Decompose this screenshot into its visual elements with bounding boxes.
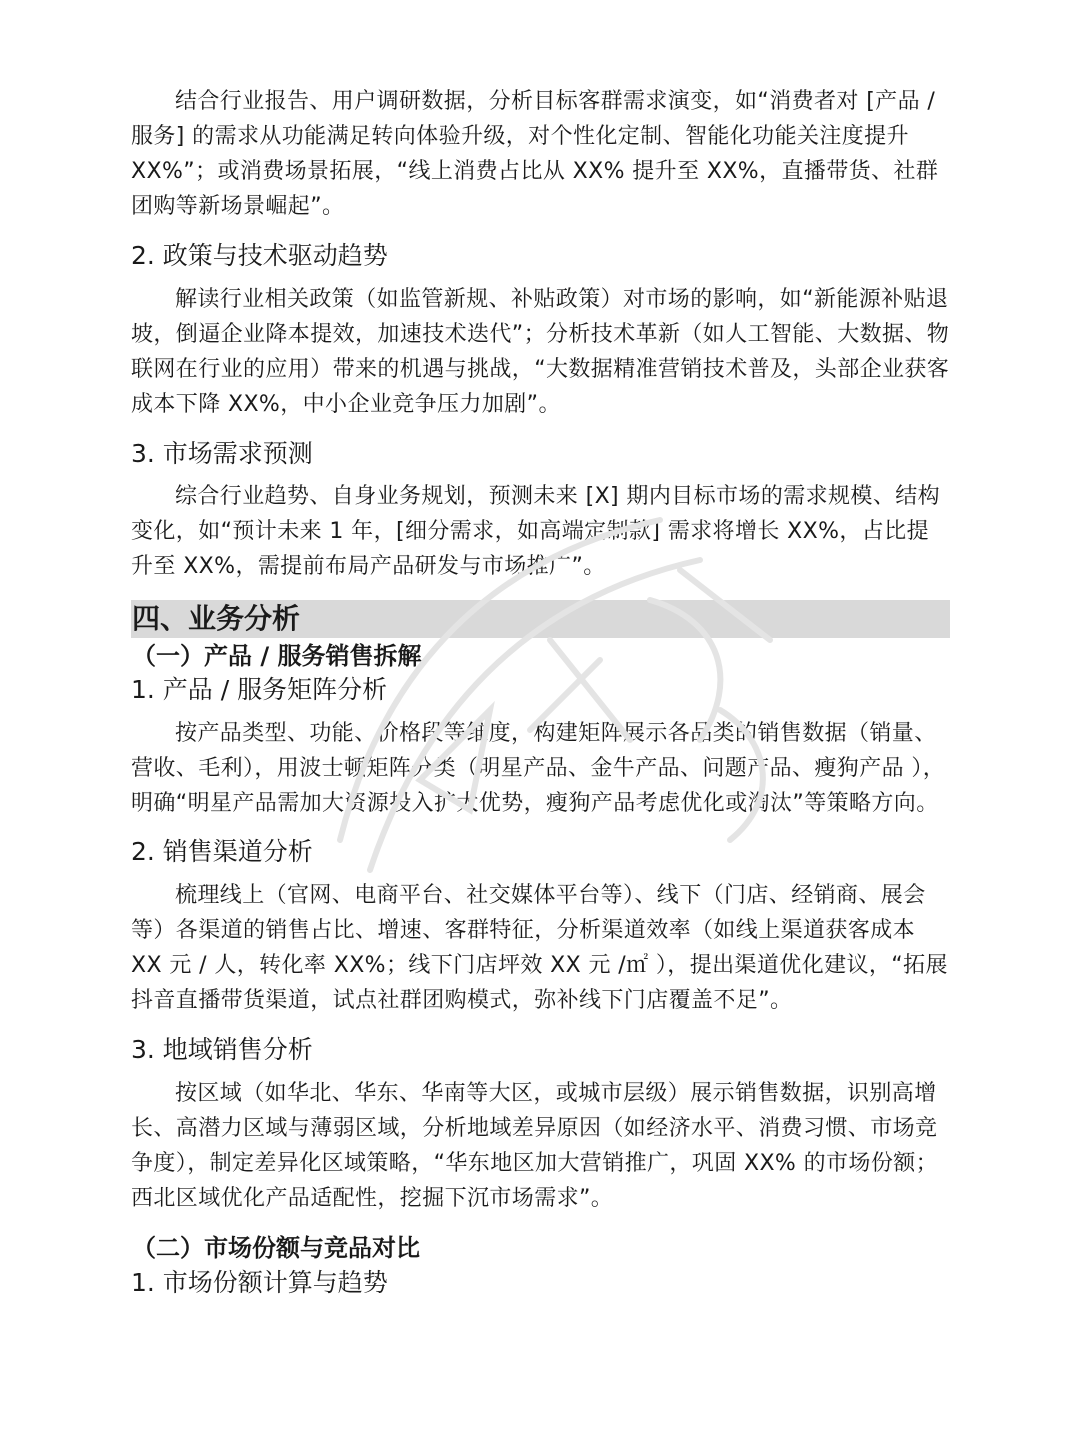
section-heading-business-analysis: 四、业务分析	[132, 602, 301, 635]
heading-regional-sales: 3. 地域销售分析	[131, 1035, 313, 1064]
heading-sales-channels: 2. 销售渠道分析	[131, 837, 313, 866]
paragraph-sales-channels: 梳理线上（官网、电商平台、社交媒体平台等）、线下（门店、经销商、展会等）各渠道的销售占比、增速、客群特征，分析渠道效率（如线上渠道获客成本 XX 元 / 人，转化率 XX%；线下门店坪效 XX 元 /㎡ ），提出渠道优化建议，“拓展抖音直播带货渠道，试点社群团购模式，弥补线下门店覆盖不足”。	[131, 883, 948, 1013]
paragraph-demand-forecast: 综合行业趋势、自身业务规划，预测未来 [X] 期内目标市场的需求规模、结构变化，如“预计未来 1 年，[细分需求，如高端定制款] 需求将增长 XX%，占比提升至 XX%，需提前布局产品研发与市场推广”。	[131, 484, 941, 579]
heading-demand-forecast: 3. 市场需求预测	[131, 439, 313, 468]
heading-product-matrix: 1. 产品 / 服务矩阵分析	[131, 675, 388, 704]
paragraph-regional-sales: 按区域（如华北、华东、华南等大区，或城市层级）展示销售数据，识别高增长、高潜力区域与薄弱区域，分析地域差异原因（如经济水平、消费习惯、市场竞争度），制定差异化区域策略，“华东地区加大营销推广，巩固 XX% 的市场份额；西北区域优化产品适配性，挖掘下沉市场需求”。	[131, 1081, 939, 1211]
subheading-product-sales: （一）产品 / 服务销售拆解	[132, 642, 422, 670]
heading-policy-tech-trends: 2. 政策与技术驱动趋势	[131, 241, 388, 270]
paragraph-demand-evolution: 结合行业报告、用户调研数据，分析目标客群需求演变，如“消费者对 [产品 / 服务] 的需求从功能满足转向体验升级，对个性化定制、智能化功能关注度提升 XX%”；或消费场景拓展，“线上消费占比从 XX% 提升至 XX%，直播带货、社群团购等新场景崛起”。	[131, 89, 939, 219]
paragraph-product-matrix: 按产品类型、功能、价格段等维度，构建矩阵展示各品类的销售数据（销量、营收、毛利），用波士顿矩阵分类（明星产品、金牛产品、问题产品、瘦狗产品 ），明确“明星产品需加大资源投入扩大优势，瘦狗产品考虑优化或淘汰”等策略方向。	[131, 721, 946, 816]
paragraph-policy-tech: 解读行业相关政策（如监管新规、补贴政策）对市场的影响，如“新能源补贴退坡，倒逼企业降本提效，加速技术迭代”；分析技术革新（如人工智能、大数据、物联网在行业的应用）带来的机遇与挑战，“大数据精准营销技术普及，头部企业获客成本下降 XX%，中小企业竞争压力加剧”。	[131, 287, 950, 417]
subheading-market-share: （二）市场份额与竞品对比	[132, 1234, 420, 1262]
heading-market-share-trend: 1. 市场份额计算与趋势	[131, 1268, 388, 1297]
